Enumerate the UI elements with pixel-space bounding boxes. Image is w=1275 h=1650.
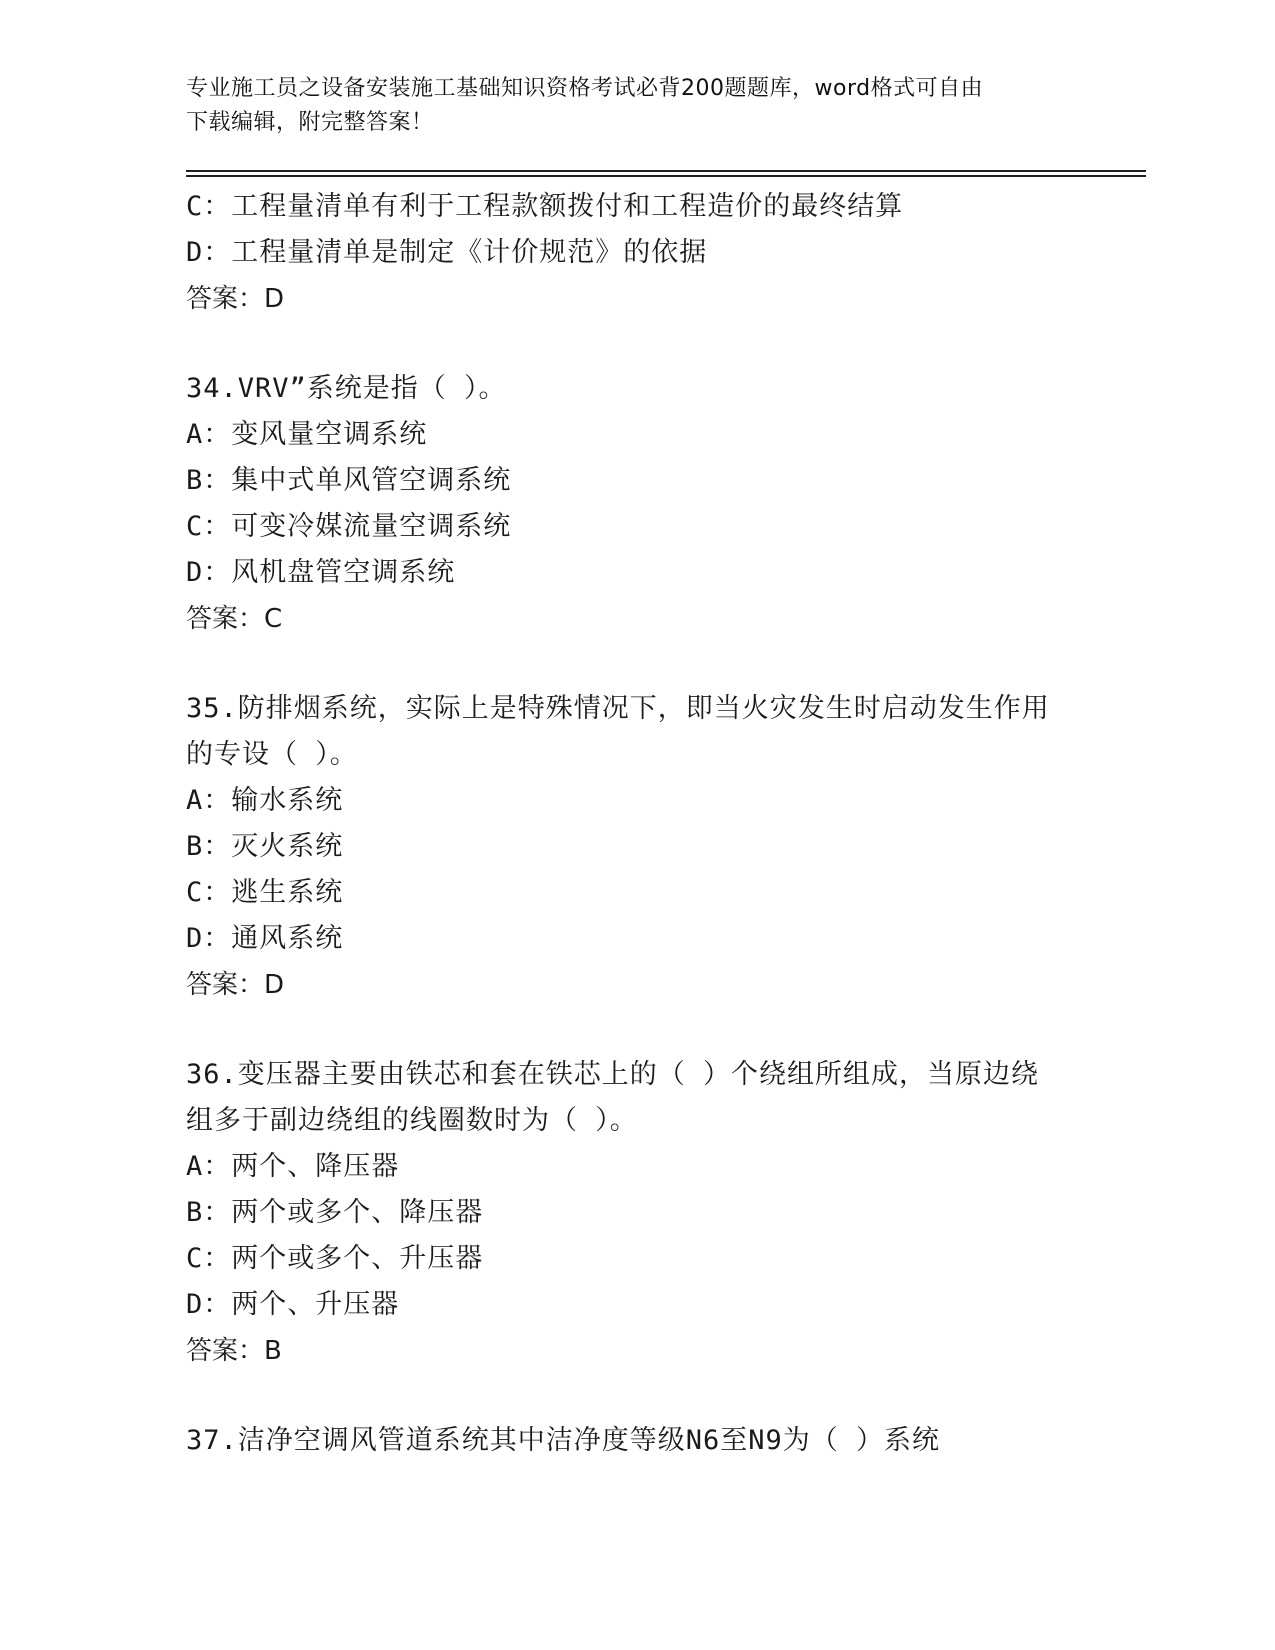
option-b: B：集中式单风管空调系统 xyxy=(186,465,512,496)
answer-line: 答案：D xyxy=(186,284,285,314)
option-c: C：可变冷媒流量空调系统 xyxy=(186,511,512,542)
option-c: C：逃生系统 xyxy=(186,877,344,908)
question-content xyxy=(186,184,1086,1464)
answer-line: 答案：B xyxy=(186,1336,282,1366)
option-b: B：两个或多个、降压器 xyxy=(186,1197,484,1228)
answer-line: 答案：D xyxy=(186,970,285,1000)
question-37 xyxy=(186,1418,1086,1464)
document-header xyxy=(186,72,1086,140)
option-a: A：两个、降压器 xyxy=(186,1151,400,1182)
header-rule-top xyxy=(186,170,1146,172)
option-c: C：两个或多个、升压器 xyxy=(186,1243,484,1274)
question-35 xyxy=(186,686,1086,1008)
option-c: C：工程量清单有利于工程款额拨付和工程造价的最终结算 xyxy=(186,191,904,222)
option-b: B：灭火系统 xyxy=(186,831,344,862)
option-a: A：输水系统 xyxy=(186,785,344,816)
header-line-2: 下载编辑，附完整答案！ xyxy=(186,110,434,135)
option-d: D：工程量清单是制定《计价规范》的依据 xyxy=(186,237,708,268)
question-text: 37.洁净空调风管道系统其中洁净度等级N6至N9为（ ）系统 xyxy=(186,1425,941,1456)
question-36 xyxy=(186,1052,1086,1374)
question-text: 35.防排烟系统，实际上是特殊情况下，即当火灾发生时启动发生作用 xyxy=(186,693,1050,724)
question-text: 34.VRV”系统是指（ ）。 xyxy=(186,373,507,404)
question-text: 36.变压器主要由铁芯和套在铁芯上的（ ）个绕组所组成，当原边绕 xyxy=(186,1059,1040,1090)
header-rule-bottom xyxy=(186,175,1146,177)
question-text-cont: 组多于副边绕组的线圈数时为（ ）。 xyxy=(186,1105,638,1136)
question-34 xyxy=(186,366,1086,642)
option-a: A：变风量空调系统 xyxy=(186,419,428,450)
option-d: D：风机盘管空调系统 xyxy=(186,557,456,588)
answer-line: 答案：C xyxy=(186,604,283,634)
question-text-cont: 的专设（ ）。 xyxy=(186,739,358,770)
option-d: D：通风系统 xyxy=(186,923,344,954)
option-d: D：两个、升压器 xyxy=(186,1289,400,1320)
header-line-1: 专业施工员之设备安装施工基础知识资格考试必背200题题库，word格式可自由 xyxy=(186,76,984,101)
question-33-tail xyxy=(186,184,1086,322)
